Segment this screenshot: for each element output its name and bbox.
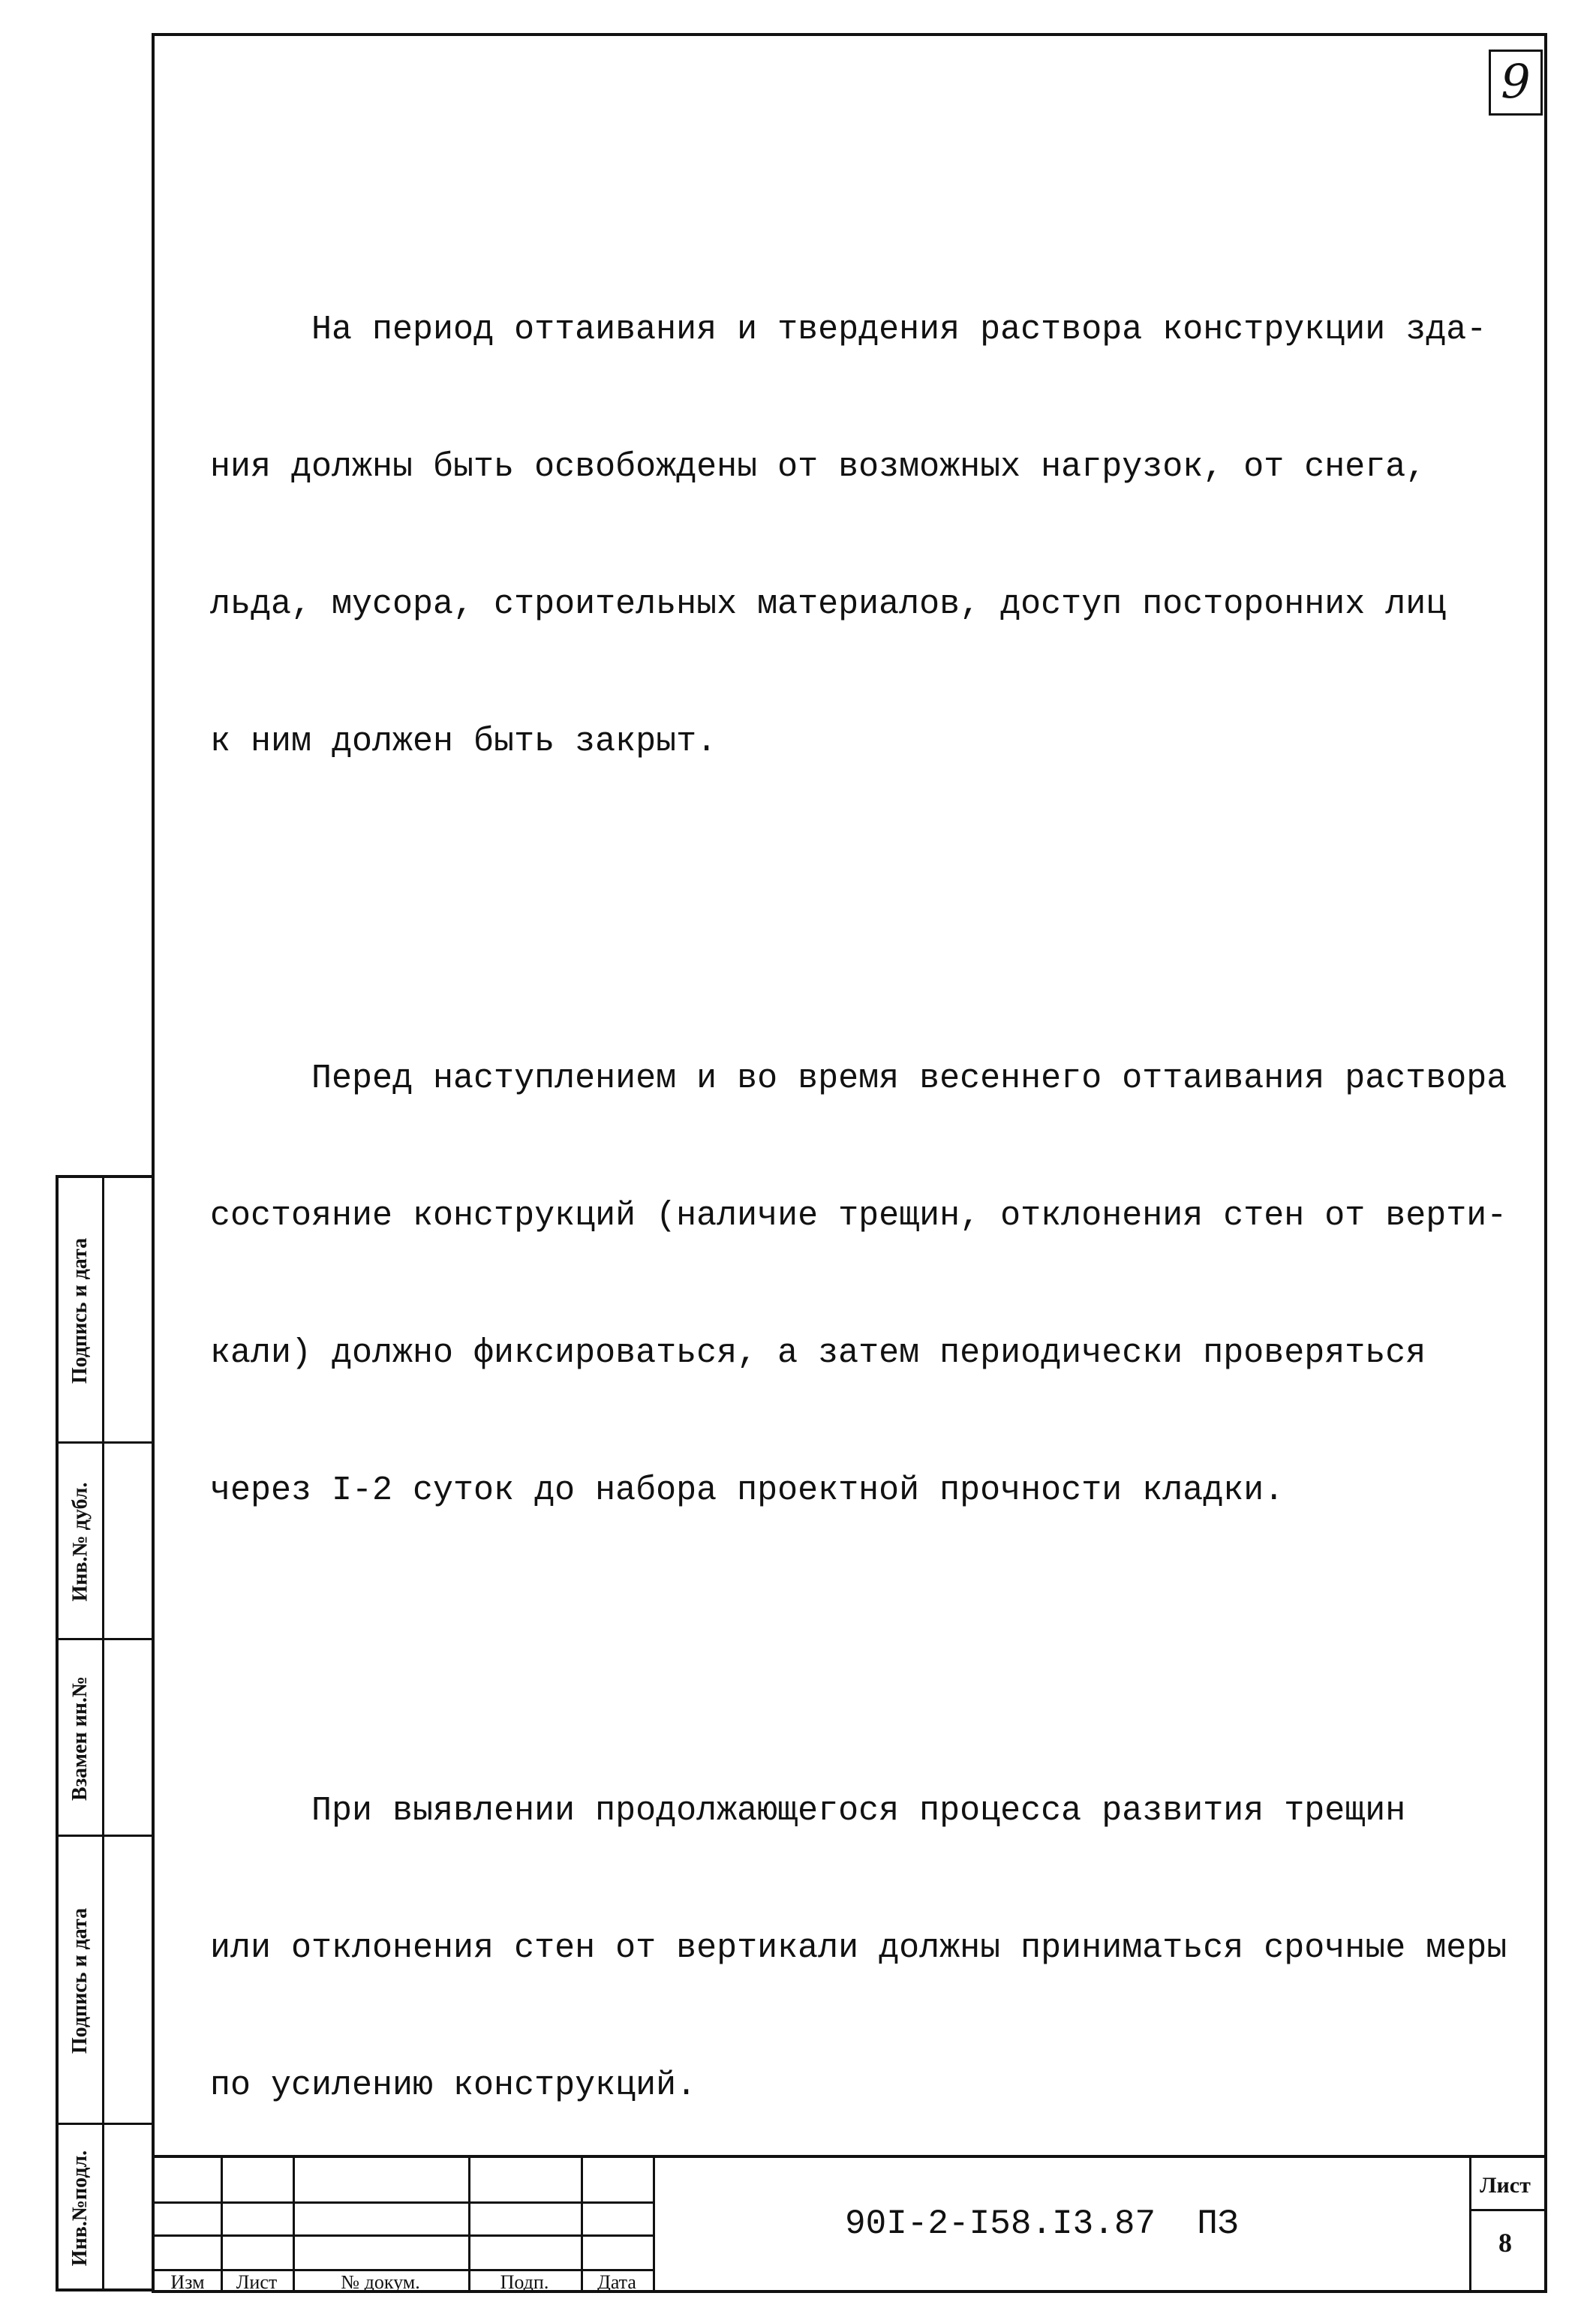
text-line: через I-2 суток до набора проектной прочности кладки. bbox=[210, 1471, 1285, 1510]
text-line: Перед наступлением и во время весеннего оттаивания раствора bbox=[210, 1059, 1507, 1098]
page-corner-number: 9 bbox=[1489, 50, 1543, 116]
tb-row-line bbox=[155, 2234, 653, 2237]
tb-header-sheet: Лист bbox=[236, 2271, 278, 2293]
tb-col-line bbox=[653, 2158, 655, 2290]
side-label-replacement-inventory: Взамен ин.№ bbox=[68, 1676, 92, 1801]
text-line: На период оттаивания и твердения раствора конструкции зда- bbox=[210, 311, 1487, 349]
text-line: по усилению конструкций. bbox=[210, 2066, 697, 2105]
title-block bbox=[155, 2155, 1544, 2293]
text-line: При выявлении продолжающегося процесса развития трещин bbox=[210, 1792, 1406, 1830]
side-label-original-inventory: Инв.№подл. bbox=[68, 2150, 92, 2267]
text-line: кали) должно фиксироваться, а затем периодически проверяться bbox=[210, 1334, 1426, 1372]
tb-row-line bbox=[155, 2201, 653, 2204]
tb-header-change: Изм bbox=[170, 2271, 205, 2293]
side-label-signature-date-bottom: Подпись и дата bbox=[68, 1907, 92, 2054]
paragraph-1 bbox=[210, 215, 1531, 856]
side-label-dup-inventory: Инв.№ дубл. bbox=[68, 1482, 92, 1602]
text-line: льда, мусора, строительных материалов, доступ посторонних лиц bbox=[210, 585, 1447, 624]
paragraph-2 bbox=[210, 964, 1531, 1605]
tb-header-doc-number: № докум. bbox=[341, 2271, 420, 2293]
side-label-signature-date-top: Подпись и дата bbox=[68, 1237, 92, 1384]
body-text bbox=[210, 124, 1531, 2291]
text-line: состояние конструкций (наличие трещин, отклонения стен от верти- bbox=[210, 1197, 1507, 1235]
text-line: или отклонения стен от вертикали должны приниматься срочные меры bbox=[210, 1929, 1507, 1967]
paragraph-3 bbox=[210, 1696, 1531, 2200]
sheet-label: Лист bbox=[1480, 2173, 1531, 2198]
tb-header-date: Дата bbox=[597, 2271, 636, 2293]
side-stamp bbox=[56, 1175, 152, 2291]
sheet-number: 8 bbox=[1498, 2228, 1512, 2258]
tb-header-signature: Подп. bbox=[500, 2271, 549, 2293]
document-code: 90I-2-I58.I3.87 ПЗ bbox=[845, 2204, 1239, 2243]
tb-row-line bbox=[1469, 2209, 1544, 2211]
text-line: к ним должен быть закрыт. bbox=[210, 723, 717, 761]
text-line: ния должны быть освобождены от возможных нагрузок, от снега, bbox=[210, 448, 1426, 486]
